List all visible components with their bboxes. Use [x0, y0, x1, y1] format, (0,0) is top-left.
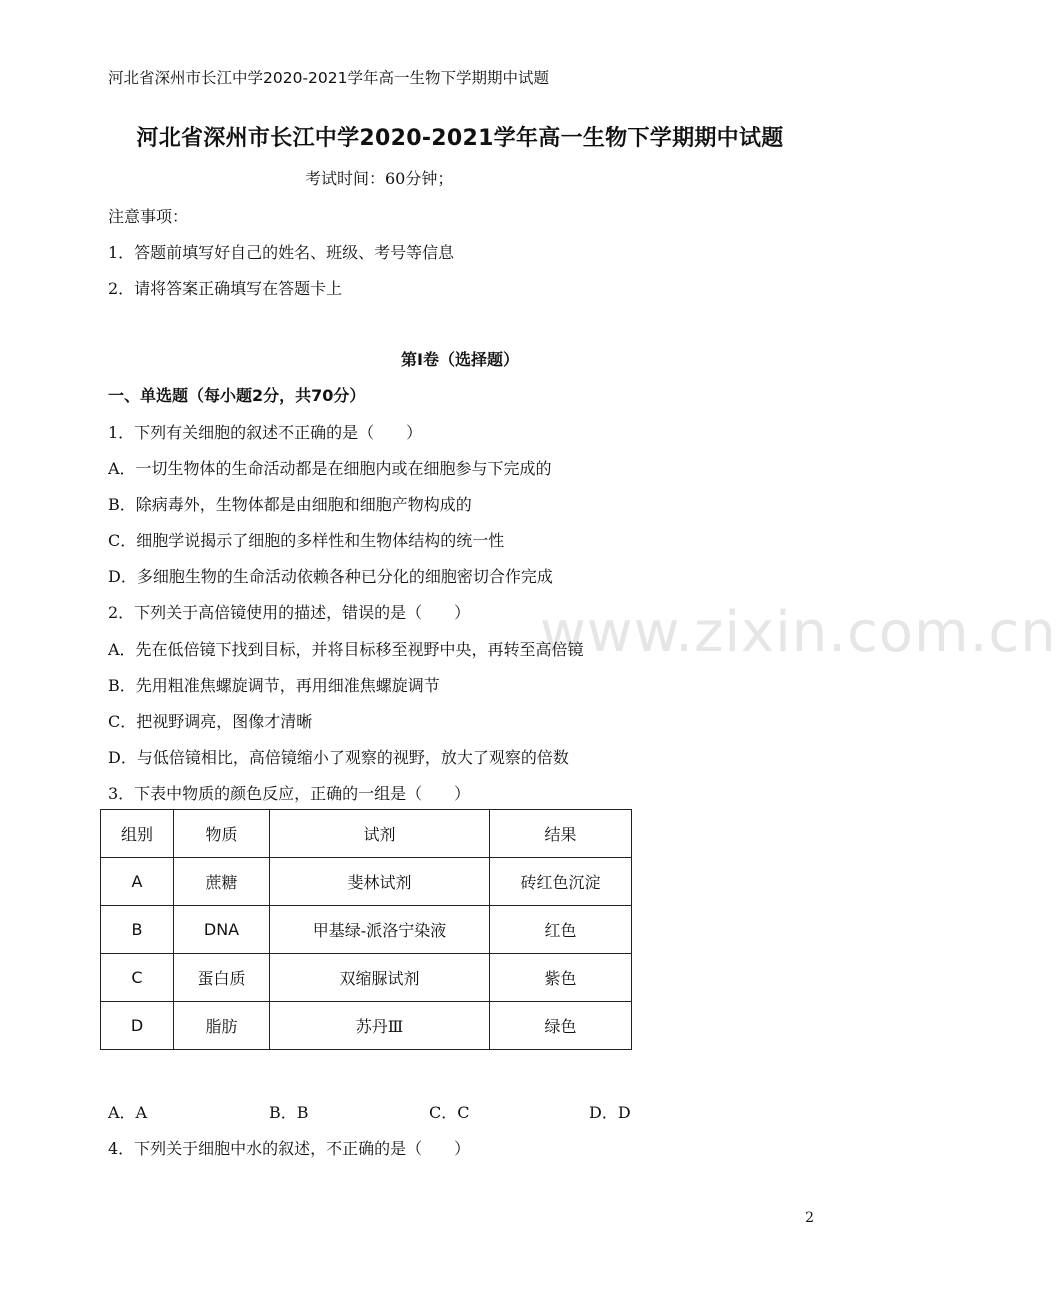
question-3-option-d: D．D: [589, 1103, 631, 1122]
document-title: 河北省深州市长江中学2020-2021学年高一生物下学期期中试题: [136, 126, 784, 151]
question-3-stem: 3．下表中物质的颜色反应，正确的一组是（ ）: [108, 784, 471, 803]
watermark: www.zixin.com.cn: [540, 600, 1057, 665]
table-cell: 斐林试剂: [270, 858, 490, 906]
table-cell: 苏丹Ⅲ: [270, 1002, 490, 1050]
question-1-option-a: A．一切生物体的生命活动都是在细胞内或在细胞参与下完成的: [108, 459, 552, 478]
table-cell: 砖红色沉淀: [490, 858, 632, 906]
table-header-cell: 组别: [101, 810, 174, 858]
table-header-cell: 结果: [490, 810, 632, 858]
question-2-option-a: A．先在低倍镜下找到目标，并将目标移至视野中央，再转至高倍镜: [108, 640, 584, 659]
table-cell: 脂肪: [174, 1002, 270, 1050]
question-3-option-c: C．C: [429, 1103, 470, 1122]
table-cell: 蔗糖: [174, 858, 270, 906]
question-2-option-b: B．先用粗准焦螺旋调节，再用细准焦螺旋调节: [108, 676, 440, 695]
question-2-stem: 2．下列关于高倍镜使用的描述，错误的是（ ）: [108, 603, 471, 622]
note-item: 2．请将答案正确填写在答题卡上: [108, 279, 343, 298]
table-row: [101, 858, 632, 906]
color-reaction-table: [100, 809, 632, 1050]
table-row: [101, 1002, 632, 1050]
question-2-option-d: D．与低倍镜相比，高倍镜缩小了观察的视野，放大了观察的倍数: [108, 748, 569, 767]
question-1-option-c: C．细胞学说揭示了细胞的多样性和生物体结构的统一性: [108, 531, 505, 550]
table-cell: C: [101, 954, 174, 1002]
question-1-option-b: B．除病毒外，生物体都是由细胞和细胞产物构成的: [108, 495, 472, 514]
question-1-option-d: D．多细胞生物的生命活动依赖各种已分化的细胞密切合作完成: [108, 567, 553, 586]
table-row: [101, 954, 632, 1002]
table-cell: 紫色: [490, 954, 632, 1002]
note-item: 1．答题前填写好自己的姓名、班级、考号等信息: [108, 243, 455, 262]
table-cell: D: [101, 1002, 174, 1050]
table-cell: A: [101, 858, 174, 906]
table-row: [101, 906, 632, 954]
table-cell: DNA: [174, 906, 270, 954]
table-cell: 双缩脲试剂: [270, 954, 490, 1002]
part-title: 一、单选题（每小题2分，共70分）: [108, 386, 366, 405]
question-3-option-b: B．B: [269, 1103, 309, 1122]
question-4-stem: 4．下列关于细胞中水的叙述，不正确的是（ ）: [108, 1139, 471, 1158]
section-title: 第I卷（选择题）: [401, 350, 519, 369]
running-header: 河北省深州市长江中学2020-2021学年高一生物下学期期中试题: [108, 69, 549, 87]
question-2-option-c: C．把视野调亮，图像才清晰: [108, 712, 313, 731]
table-cell: 甲基绿-派洛宁染液: [270, 906, 490, 954]
table-header-cell: 物质: [174, 810, 270, 858]
table-cell: 蛋白质: [174, 954, 270, 1002]
table-cell: B: [101, 906, 174, 954]
table-header-row: [101, 810, 632, 858]
question-1-stem: 1．下列有关细胞的叙述不正确的是（ ）: [108, 423, 423, 442]
table-cell: 红色: [490, 906, 632, 954]
exam-time: 考试时间：60分钟；: [305, 169, 454, 188]
question-3-option-a: A．A: [108, 1103, 148, 1122]
table-cell: 绿色: [490, 1002, 632, 1050]
notes-heading: 注意事项：: [108, 207, 189, 226]
page-number: 2: [805, 1210, 814, 1226]
table-header-cell: 试剂: [270, 810, 490, 858]
